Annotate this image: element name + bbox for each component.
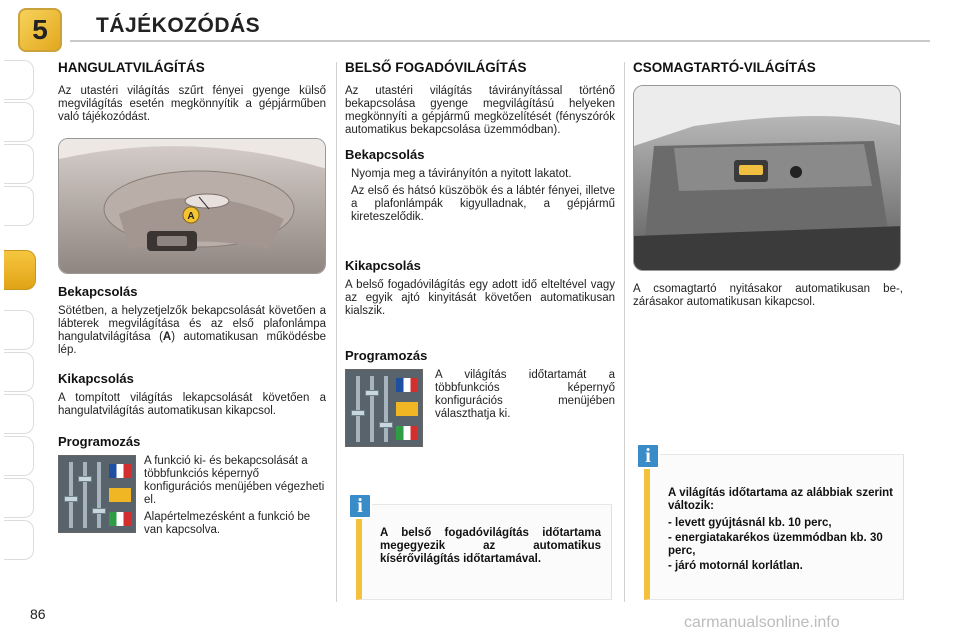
section-ambient-lighting	[58, 60, 326, 537]
switch-off-text: A tompított világítás lekapcsolását követően a hangulatvilágítás automatikusan kikapcsol.	[58, 392, 326, 417]
section-title: HANGULATVILÁGÍTÁS	[58, 60, 205, 75]
switch-on-bullet	[345, 168, 615, 224]
section-trunk-lighting	[633, 60, 903, 309]
settings-sliders-icon	[58, 455, 136, 533]
side-tab[interactable]	[4, 186, 34, 226]
programming-heading: Programozás	[345, 348, 428, 363]
page-number: 86	[30, 606, 46, 622]
programming-default-text: Alapértelmezésként a funkció be van kapcsolva.	[144, 511, 311, 536]
info-heading: A világítás időtartama az alábbiak szerint változik:	[668, 487, 893, 512]
column-divider	[624, 62, 625, 602]
side-tab[interactable]	[4, 436, 34, 476]
section-title: BELSŐ FOGADÓVILÁGÍTÁS	[345, 60, 527, 75]
info-box-welcome	[356, 494, 612, 600]
side-tab[interactable]	[4, 520, 34, 560]
programming-heading: Programozás	[58, 434, 141, 449]
switch-on-text: Sötétben, a helyzetjelzők bekapcsolását követően a lábterek megvilágítása és az első plafonlámpa hangulatvilágítása (A) automatikusan működésbe lép.	[58, 305, 327, 356]
info-box-trunk	[644, 444, 904, 600]
page-header	[0, 0, 960, 52]
section-welcome-lighting	[345, 60, 615, 447]
column-divider	[336, 62, 337, 602]
side-tab[interactable]	[4, 310, 34, 350]
list-item: - járó motornál korlátlan.	[668, 560, 803, 572]
section-intro: Az utastéri világítás szűrt fényei gyenge külső megvilágítás esetén megkönnyítik a gépjárműben való tájékozódást.	[58, 85, 326, 123]
trunk-lamp-photo	[633, 85, 901, 271]
switch-off-heading: Kikapcsolás	[345, 258, 421, 273]
section-intro: Az utastéri világítás távirányítással történő bekapcsolása gyenge megvilágítású helyeken megkönnyíti a gépjármű megközelítését (fényszórók automatikus bekapcsolása üzemmódban).	[345, 85, 615, 136]
chapter-title: TÁJÉKOZÓDÁS	[96, 14, 261, 37]
info-icon: i	[636, 443, 660, 469]
programming-text: A világítás időtartamát a többfunkciós képernyő konfigurációs menüjében választhatja ki.	[435, 369, 615, 420]
programming-block	[58, 455, 326, 537]
side-tab[interactable]	[4, 60, 34, 100]
switch-on-step: Nyomja meg a távirányítón a nyitott lakatot.	[351, 168, 572, 180]
section-title: CSOMAGTARTÓ-VILÁGÍTÁS	[633, 60, 816, 75]
photo-label-a: A	[187, 211, 195, 222]
list-item: - energiatakarékos üzemmódban kb. 30 perc,	[668, 532, 883, 557]
section-text: A csomagtartó nyitásakor automatikusan be-, zárásakor automatikusan kikapcsol.	[633, 283, 903, 308]
side-tab[interactable]	[4, 478, 34, 518]
header-divider	[70, 40, 930, 42]
side-tab-active[interactable]	[4, 250, 36, 290]
side-tab[interactable]	[4, 352, 34, 392]
side-tab[interactable]	[4, 144, 34, 184]
duration-list	[668, 517, 893, 573]
switch-on-result: Az első és hátsó küszöbök és a lábtér fényei, illetve a plafonlámpák kigyulladnak, a gépjármű kireteszelődik.	[351, 185, 615, 223]
switch-off-heading: Kikapcsolás	[58, 371, 134, 386]
programming-text: A funkció ki- és bekapcsolását a többfunkciós képernyő konfigurációs menüjében végezheti el.	[144, 455, 325, 506]
list-item: - levett gyújtásnál kb. 10 perc,	[668, 517, 832, 529]
watermark: carmanualsonline.info	[684, 614, 840, 631]
programming-block	[345, 369, 615, 447]
side-tab[interactable]	[4, 394, 34, 434]
ceiling-lamp-illustration	[59, 139, 326, 274]
settings-sliders-icon	[345, 369, 423, 447]
switch-on-heading: Bekapcsolás	[58, 284, 138, 299]
chapter-number-badge: 5	[18, 8, 62, 52]
info-icon: i	[348, 493, 372, 519]
ceiling-lamp-photo	[58, 138, 326, 274]
switch-off-text: A belső fogadóvilágítás egy adott idő elteltével vagy az egyik ajtó kinyitását követően automatikusan kialszik.	[345, 279, 615, 317]
info-text: A belső fogadóvilágítás időtartama megegyezik az automatikus kísérővilágítás időtartamával.	[380, 527, 601, 565]
trunk-lamp-illustration	[634, 86, 901, 271]
side-tab[interactable]	[4, 102, 34, 142]
switch-on-heading: Bekapcsolás	[345, 147, 425, 162]
